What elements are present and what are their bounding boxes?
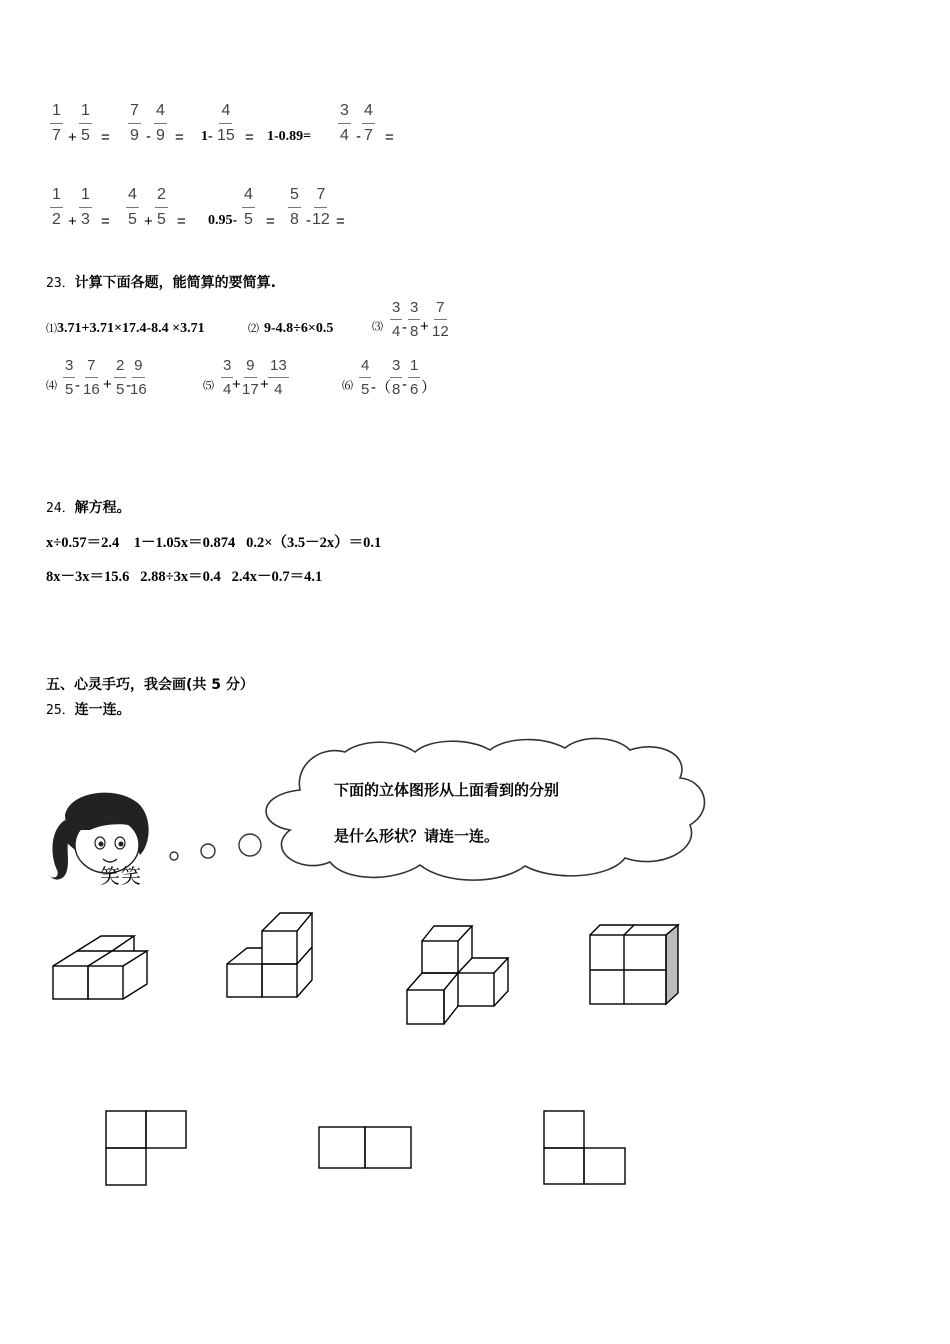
solid-figure-3 bbox=[407, 926, 508, 1024]
question-title: 解方程。 bbox=[74, 500, 131, 516]
fraction: $\frac{9}{17}$ bbox=[242, 357, 259, 398]
part-expression: 9-4.8÷6×0.5 bbox=[264, 321, 334, 336]
question-title: 计算下面各题，能简算的要简算. bbox=[74, 275, 276, 291]
operator: + bbox=[260, 376, 269, 393]
top-view-1 bbox=[106, 1111, 186, 1185]
operator: + bbox=[232, 376, 241, 393]
operator: - bbox=[356, 128, 361, 145]
fraction: $\frac{3}{8}$ bbox=[392, 357, 401, 398]
fraction: $\frac{13}{4}$ bbox=[270, 357, 287, 398]
fraction: $\frac{3}{4}$ bbox=[392, 299, 401, 340]
fraction: $\frac{3}{4}$ bbox=[340, 102, 349, 144]
part-label: ⑵ bbox=[248, 322, 259, 335]
fraction: $\frac{7}{12}$ bbox=[432, 299, 449, 340]
question-number: 25． bbox=[46, 703, 75, 718]
question-number: 23． bbox=[46, 276, 75, 291]
prefix: 1- bbox=[201, 129, 213, 144]
operator: + bbox=[68, 129, 77, 146]
top-view-2 bbox=[319, 1127, 411, 1168]
equals: = bbox=[101, 129, 110, 146]
operator: - bbox=[402, 376, 407, 393]
fraction: $\frac{9}{16}$ bbox=[130, 357, 147, 398]
part-label: ⑹ bbox=[342, 379, 353, 392]
fraction: $\frac{7}{16}$ bbox=[83, 357, 100, 398]
equation-line-2: 8x－3x＝15.6 2.88÷3x＝0.4 2.4x－0.7＝4.1 bbox=[46, 569, 323, 585]
fraction: $\frac{5}{8}$ bbox=[290, 186, 299, 228]
part-expression: 3.71+3.71×17.4-8.4 ×3.71 bbox=[57, 321, 205, 336]
prefix: 0.95- bbox=[208, 213, 238, 228]
operator: + bbox=[144, 213, 153, 230]
question-title: 连一连。 bbox=[74, 702, 131, 718]
close-paren: ） bbox=[421, 379, 437, 396]
fraction: $\frac{3}{4}$ bbox=[223, 357, 232, 398]
fraction: $\frac{2}{5}$ bbox=[157, 186, 166, 228]
fraction: $\frac{3}{8}$ bbox=[410, 299, 419, 340]
operator: - bbox=[402, 319, 407, 336]
fraction: $\frac{7}{12}$ bbox=[312, 186, 330, 228]
fraction: $\frac{3}{5}$ bbox=[65, 357, 74, 398]
operator: + bbox=[68, 213, 77, 230]
fraction: $\frac{1}{2}$ bbox=[52, 186, 61, 228]
operator: - bbox=[306, 212, 311, 229]
fraction: $\frac{4}{15}$ bbox=[217, 102, 235, 144]
part-label: ⑴ bbox=[46, 322, 57, 335]
bubble-text-line-1: 下面的立体图形从上面看到的分别 bbox=[334, 781, 560, 799]
fraction: $\frac{1}{3}$ bbox=[81, 186, 90, 228]
solid-figure-4 bbox=[590, 925, 678, 1004]
operator: -（ bbox=[371, 379, 391, 396]
operator: - bbox=[146, 128, 151, 145]
bubble-text-line-2: 是什么形状？请连一连。 bbox=[334, 827, 500, 845]
part-label: ⑶ bbox=[372, 320, 383, 333]
fraction: $\frac{4}{9}$ bbox=[156, 102, 165, 144]
equals: = bbox=[101, 213, 110, 230]
equals: = bbox=[245, 129, 254, 146]
equation-line-1: x÷0.57＝2.4 1－1.05x＝0.874 0.2×（3.5－2x）＝0.1 bbox=[46, 535, 382, 551]
part-label: ⑸ bbox=[203, 379, 214, 392]
equals: = bbox=[266, 213, 275, 230]
operator: - bbox=[126, 377, 131, 394]
top-view-3 bbox=[544, 1111, 625, 1184]
fraction: $\frac{4}{5}$ bbox=[244, 186, 253, 228]
solid-figure-1 bbox=[53, 936, 147, 999]
question-number: 24． bbox=[46, 501, 75, 516]
expression: 1-0.89= bbox=[267, 129, 312, 144]
equals: = bbox=[385, 129, 394, 146]
equals: = bbox=[177, 213, 186, 230]
operator: + bbox=[420, 318, 429, 335]
part-label: ⑷ bbox=[46, 379, 57, 392]
section-5-title: 五、心灵手巧，我会画(共 5 分） bbox=[46, 677, 254, 693]
fraction: $\frac{1}{6}$ bbox=[410, 357, 419, 398]
operator: + bbox=[103, 376, 112, 393]
fraction: $\frac{4}{7}$ bbox=[364, 102, 373, 144]
fraction: $\frac{4}{5}$ bbox=[128, 186, 137, 228]
solid-figure-2 bbox=[227, 913, 312, 997]
fraction: $\frac{7}{9}$ bbox=[130, 102, 139, 144]
equals: = bbox=[336, 213, 345, 230]
fraction: $\frac{2}{5}$ bbox=[116, 357, 125, 398]
girl-caption: 笑笑 bbox=[100, 864, 142, 888]
fraction: $\frac{4}{5}$ bbox=[361, 357, 370, 398]
fraction: $\frac{1}{7}$ bbox=[52, 102, 61, 144]
equals: = bbox=[175, 129, 184, 146]
fraction: $\frac{1}{5}$ bbox=[81, 102, 90, 144]
operator: - bbox=[75, 377, 80, 394]
